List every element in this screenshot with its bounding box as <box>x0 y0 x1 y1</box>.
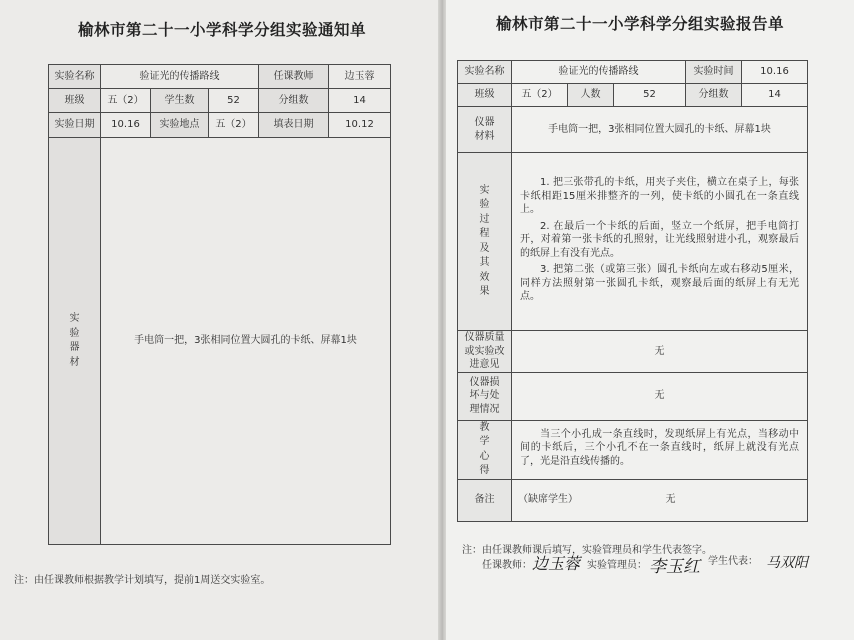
class-value: 五（2） <box>101 89 151 113</box>
notice-footnote: 注：由任课教师根据教学计划填写，提前1周送交实验室。 <box>14 575 271 586</box>
student-signature: 马双阳 <box>766 555 808 571</box>
notice-title: 榆林市第二十一小学科学分组实验通知单 <box>78 21 367 39</box>
label-fill-date: 填表日期 <box>259 113 329 138</box>
experiment-name-value: 验证光的传播路线 <box>512 61 686 84</box>
label-process <box>458 153 512 331</box>
label-quality <box>458 331 512 373</box>
label-teacher: 任课教师 <box>259 65 329 89</box>
process-step-3: 3. 把第二张（或第三张）圆孔卡纸向左或右移动5厘米，同样方法照射第一张圆孔卡纸，观察最后面的纸屏上有无光点。 <box>520 264 799 303</box>
process-label-text: 实验过程及其效果 <box>479 184 490 297</box>
label-people: 人数 <box>568 84 614 107</box>
right-page <box>446 0 854 640</box>
notice-table <box>48 64 391 545</box>
students-value: 52 <box>209 89 259 113</box>
date-value: 10.16 <box>101 113 151 138</box>
people-value: 52 <box>614 84 686 107</box>
experiment-name-value: 验证光的传播路线 <box>101 65 259 89</box>
report-table <box>457 60 808 522</box>
groups-value: 14 <box>329 89 391 113</box>
label-date: 实验日期 <box>49 113 101 138</box>
manager-signature-label: 实验管理员： <box>587 560 647 571</box>
quality-label-text: 仪器质量或实验改进意见 <box>464 332 505 370</box>
label-time: 实验时间 <box>686 61 742 84</box>
reflection-value <box>512 420 808 479</box>
reflection-label-text: 教学心得 <box>479 421 490 476</box>
teacher-value: 边玉蓉 <box>329 65 391 89</box>
fill-date-value: 10.12 <box>329 113 391 138</box>
label-groups: 分组数 <box>259 89 329 113</box>
damage-label-text: 仪器损坏与处理情况 <box>469 376 500 415</box>
manager-signature: 李玉红 <box>649 557 700 577</box>
report-footnote: 注：由任课教师课后填写，实验管理员和学生代表签字。 <box>462 545 712 556</box>
report-title: 榆林市第二十一小学科学分组实验报告单 <box>496 15 785 33</box>
label-damage <box>458 372 512 420</box>
label-experiment-name: 实验名称 <box>49 65 101 89</box>
label-class: 班级 <box>49 89 101 113</box>
label-experiment-name: 实验名称 <box>458 61 512 84</box>
materials-label-text: 仪器材料 <box>474 117 495 142</box>
student-signature-label: 学生代表： <box>708 556 758 567</box>
label-equipment <box>49 138 101 545</box>
label-location: 实验地点 <box>151 113 209 138</box>
remarks-note: （缺席学生） <box>512 479 614 521</box>
label-reflection <box>458 420 512 479</box>
label-groups: 分组数 <box>686 84 742 107</box>
process-step-1: 1. 把三张带孔的卡纸，用夹子夹住，横立在桌子上，每张卡纸相距15厘米排整齐的一列，使卡纸的小圆孔在一条直线上。 <box>520 177 799 216</box>
equipment-label-text: 实验器材 <box>69 313 80 368</box>
materials-value: 手电筒一把，3张相同位置大圆孔的卡纸、屏幕1块 <box>512 107 808 153</box>
teacher-signature: 边玉蓉 <box>532 554 581 573</box>
class-value: 五（2） <box>512 84 568 107</box>
process-step-2: 2. 在最后一个卡纸的后面，竖立一个纸屏，把手电筒打开，对着第一张卡纸的孔照射，让光线照射进小孔，观察最后的纸屏上有没有光点。 <box>520 220 799 259</box>
label-remarks: 备注 <box>458 479 512 521</box>
damage-value: 无 <box>512 372 808 420</box>
reflection-text: 当三个小孔成一条直线时，发现纸屏上有光点，当移动中间的卡纸后，三个小孔不在一条直线时，纸屏上就没有光点了，光是沿直线传播的。 <box>520 428 799 467</box>
quality-value: 无 <box>512 331 808 373</box>
process-value <box>512 153 808 331</box>
location-value: 五（2） <box>209 113 259 138</box>
teacher-signature-label: 任课教师： <box>482 560 532 571</box>
label-students: 学生数 <box>151 89 209 113</box>
label-class: 班级 <box>458 84 512 107</box>
time-value: 10.16 <box>742 61 808 84</box>
equipment-value: 手电筒一把，3张相同位置大圆孔的卡纸、屏幕1块 <box>101 138 391 545</box>
remarks-value: 无 <box>614 479 808 521</box>
groups-value: 14 <box>742 84 808 107</box>
label-materials <box>458 107 512 153</box>
